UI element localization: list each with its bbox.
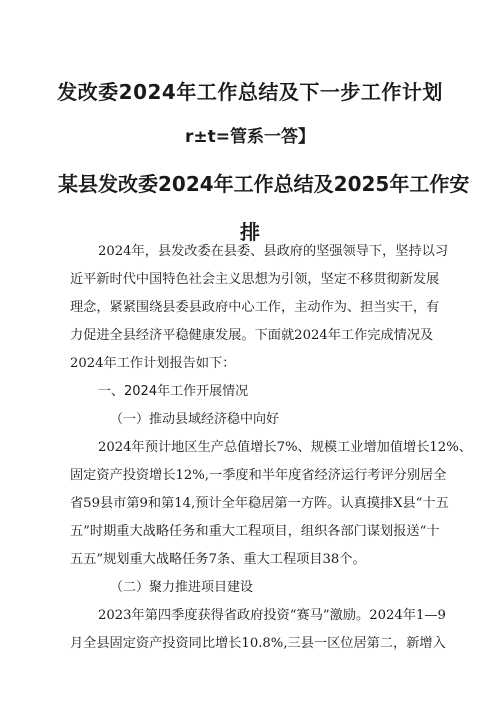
intro-line-4: 力促进全县经济平稳健康发展。下面就2024年工作完成情况及: [70, 328, 434, 343]
subsection1-heading: （一）推动县域经济稳中向好: [110, 412, 280, 427]
intro-line-5: 2024年工作计划报告如下：: [70, 356, 236, 371]
sub1-line-5: 五五”规划重大战略任务7条、重大工程项目38个。: [70, 552, 366, 567]
sub2-line-2: 月全县固定资产投资同比增长10.8%,三县一区位居第二，新增入: [70, 636, 446, 651]
document-subtitle: r±t=管系一答】: [185, 127, 315, 147]
sub1-line-3: 省59县市第9和第14,预计全年稳居第一方阵。认真摸排X县“十五: [70, 496, 449, 511]
sub1-line-2: 固定资产投资增长12%,一季度和半年度省经济运行考评分别居全: [70, 468, 447, 483]
intro-line-2: 近平新时代中国特色社会主义思想为引领，坚定不移贯彻新发展: [70, 272, 440, 287]
subsection2-heading: （二）聚力推进项目建设: [110, 580, 254, 595]
intro-line-3: 理念，紧紧围绕县委县政府中心工作，主动作为、担当实干，有: [70, 300, 440, 315]
document-title: 发改委2024年工作总结及下一步工作计划: [57, 80, 443, 104]
report-title-line1: 某县发改委2024年工作总结及2025年工作安: [58, 172, 470, 196]
sub1-line-1: 2024年预计地区生产总值增长7%、规模工业增加值增长12%、: [98, 440, 472, 455]
intro-line-1: 2024年，县发改委在县委、县政府的坚强领导下，坚持以习: [98, 244, 449, 259]
report-title-line2: 排: [240, 220, 260, 244]
sub1-line-4: 五”时期重大战略任务和重大工程项目，组织各部门谋划报送“十: [70, 524, 440, 539]
section1-heading: 一、2024年工作开展情况: [98, 384, 249, 399]
sub2-line-1: 2023年第四季度获得省政府投资“赛马”激励。2024年1—9: [98, 608, 446, 623]
